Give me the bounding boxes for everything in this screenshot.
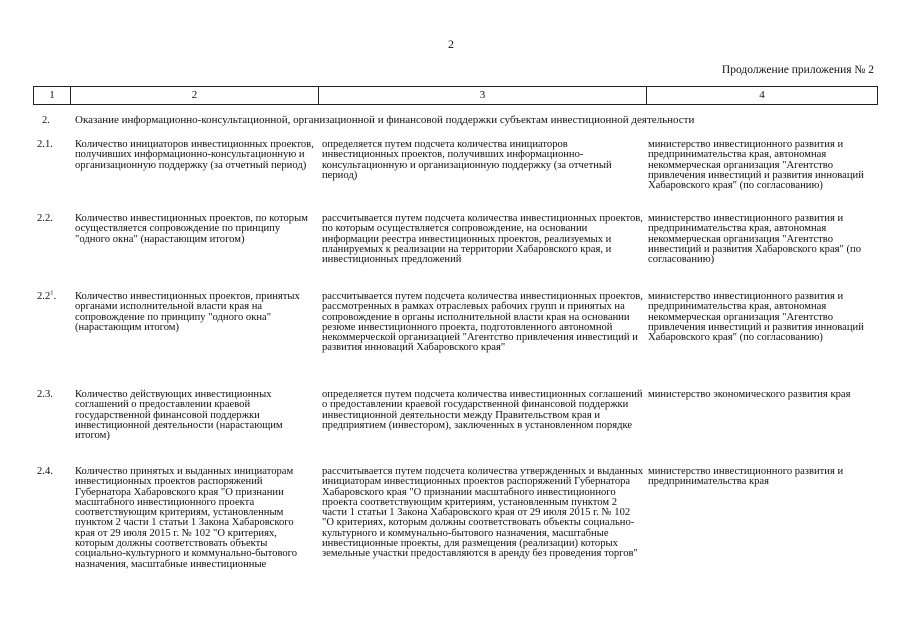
- column-header-3: 3: [319, 87, 647, 105]
- responsible-cell: министерство инвестиционного развития и предпринимательства края, автономная некоммерческая организация "Агентство привлечения инвестиций и развития инноваций Хабаровского края" (по согласованию): [648, 291, 864, 344]
- page-number: 2: [448, 37, 454, 51]
- column-header-row: [34, 87, 878, 105]
- method-cell: определяется путем подсчета количества инвестиционных соглашений о предоставлении краевой государственной финансовой поддержки инвестиционной деятельности между Правительством края и предприятием (инвестором), заключенных в установленном порядке: [322, 389, 643, 431]
- row-number: [37, 289, 69, 302]
- section-number: 2.: [42, 115, 50, 126]
- indicator-cell: Количество инвестиционных проектов, принятых органами исполнительной власти края на сопровождение по принципу "одного окна" (нарастающим итогом): [75, 291, 300, 333]
- row-number-suffix: .: [53, 291, 57, 302]
- responsible-cell: министерство инвестиционного развития и предпринимательства края, автономная некоммерческая организация "Агентство привлечения инвестиций и развития инноваций Хабаровского края" (по согласованию): [648, 139, 864, 192]
- method-cell: определяется путем подсчета количества инициаторов инвестиционных проектов, получивших информационно-консультационную и организационную поддержку (за отчетный период): [322, 139, 612, 181]
- row-number: 2.1.: [37, 139, 53, 150]
- row-number: 2.2.: [37, 213, 53, 224]
- indicator-cell: Количество инициаторов инвестиционных проектов, получивших информационно-консультационную и организационную поддержку (за отчетный период): [75, 139, 314, 171]
- responsible-cell: министерство инвестиционного развития и предпринимательства края, автономная некоммерческая организация "Агентство инвестиций и развития Хабаровского края" (по согласованию): [648, 213, 861, 266]
- indicator-cell: Количество принятых и выданных инициаторам инвестиционных проектов распоряжений Губернатора Хабаровского края "О признании масштабного инвестиционного проекта соответствующим критериям, установленным пунктом 2 части 1 статьи 1 Закона Хабаровского края от 29 июля 2015 г. № 102 "О критериях, которым должны соответствовать объекты социально-культурного и коммунально-бытового назначения, масштабные инвестиционные: [75, 466, 298, 570]
- method-cell: рассчитывается путем подсчета количества утвержденных и выданных инициаторам инвестиционных проектов распоряжений Губернатора Хабаровского края "О признании масштабного инвестиционного проекта соответствующим критериям, установленным пунктом 2 части 1 статьи 1 Закона Хабаровского края от 29 июля 2015 г. № 102 "О критериях, которым должны соответствовать объекты социально-культурного и коммунально-бытового назначения, масштабные инвестиционные проекты, для размещения (реализации) которых земельные участки предоставляются в аренду без проведения торгов": [322, 466, 644, 560]
- row-number: 2.3.: [37, 389, 53, 400]
- responsible-cell: министерство инвестиционного развития и предпринимательства края: [648, 466, 844, 488]
- row-number: 2.4.: [37, 466, 53, 477]
- column-header-4: 4: [647, 87, 878, 105]
- column-header-1: 1: [34, 87, 71, 105]
- continuation-label: Продолжение приложения № 2: [721, 64, 874, 76]
- method-cell: рассчитывается путем подсчета количества инвестиционных проектов, рассмотренных в рамках отраслевых рабочих групп и принятых на сопровождение в органы исполнительной власти края на основании резюме инвестиционного проекта, подготовленного автономной некоммерческой организацией "Агентство привлечения инвестиций и развития инноваций Хабаровского края": [322, 291, 643, 354]
- section-title: Оказание информационно-консультационной, организационной и финансовой поддержки субъектам инвестиционной деятельности: [75, 114, 695, 126]
- row-number-base: 2.2: [37, 291, 51, 302]
- responsible-cell: министерство экономического развития края: [648, 389, 851, 400]
- indicator-cell: Количество инвестиционных проектов, по которым осуществляется сопровождение по принципу "одного окна" (нарастающим итогом): [75, 213, 308, 245]
- column-header-table: [33, 86, 878, 105]
- column-header-2: 2: [71, 87, 319, 105]
- method-cell: рассчитывается путем подсчета количества инвестиционных проектов, по которым осуществляется сопровождение, на основании информации реестра инвестиционных проектов, реализуемых и планируемых к реализации на территории Хабаровского края, и инвестиционных предложений: [322, 213, 643, 266]
- indicator-cell: Количество действующих инвестиционных соглашений о предоставлении краевой государственной финансовой поддержки инвестиционной деятельности (нарастающим итогом): [75, 389, 283, 442]
- row-number-superscript: 1: [50, 289, 54, 297]
